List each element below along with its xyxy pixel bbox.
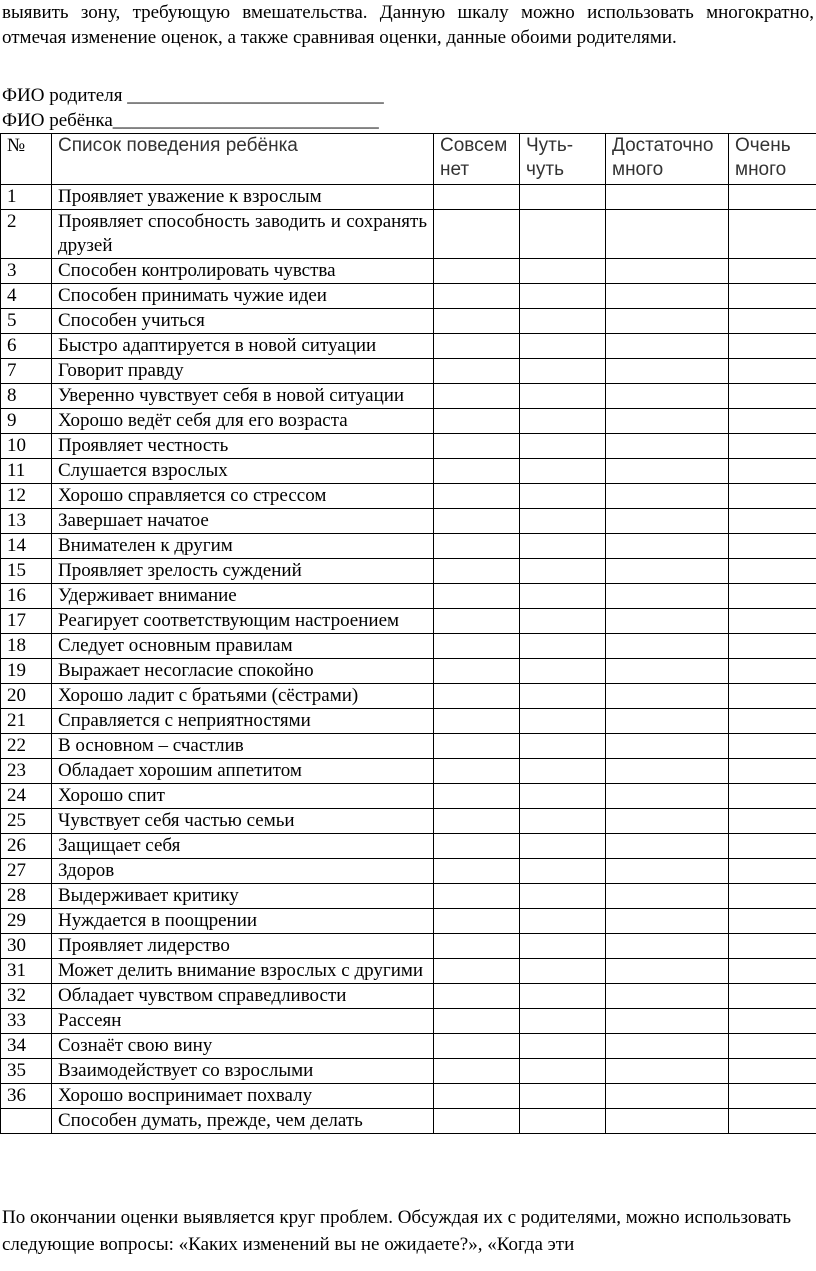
rating-very-much-cell[interactable] [729, 934, 816, 959]
rating-not-at-all-cell[interactable] [434, 709, 520, 734]
table-row [1, 384, 816, 409]
table-row [1, 359, 816, 384]
rating-quite-a-lot-cell[interactable] [606, 784, 729, 809]
table-row [1, 210, 816, 259]
rating-quite-a-lot-cell[interactable] [606, 709, 729, 734]
row-number: 27 [1, 859, 52, 884]
table-body [1, 185, 816, 1134]
row-number: 12 [1, 484, 52, 509]
parent-name-label: ФИО родителя [2, 85, 123, 106]
row-behavior-text: Говорит правду [52, 359, 434, 384]
table-row [1, 559, 816, 584]
table-row [1, 884, 816, 909]
rating-very-much-cell[interactable] [729, 909, 816, 934]
rating-very-much-cell[interactable] [729, 1009, 816, 1034]
row-number: 30 [1, 934, 52, 959]
table-row [1, 909, 816, 934]
row-behavior-text: Слушается взрослых [52, 459, 434, 484]
table-row [1, 185, 816, 210]
table-row [1, 984, 816, 1009]
rating-very-much-cell[interactable] [729, 959, 816, 984]
rating-quite-a-lot-cell[interactable] [606, 384, 729, 409]
behavior-survey-table [0, 133, 816, 1134]
row-behavior-text: Проявляет способность заводить и сохранять друзей [52, 210, 434, 259]
rating-very-much-cell[interactable] [729, 309, 816, 334]
rating-not-at-all-cell[interactable] [434, 210, 520, 259]
rating-a-little-cell[interactable] [520, 1109, 606, 1134]
row-number: 35 [1, 1059, 52, 1084]
rating-not-at-all-cell[interactable] [434, 1109, 520, 1134]
rating-very-much-cell[interactable] [729, 984, 816, 1009]
rating-a-little-cell[interactable] [520, 984, 606, 1009]
header-behavior-list: Список поведения ребёнка [52, 134, 434, 185]
rating-a-little-cell[interactable] [520, 359, 606, 384]
row-behavior-text: Завершает начатое [52, 509, 434, 534]
rating-very-much-cell[interactable] [729, 709, 816, 734]
rating-very-much-cell[interactable] [729, 1034, 816, 1059]
rating-not-at-all-cell[interactable] [434, 959, 520, 984]
rating-quite-a-lot-cell[interactable] [606, 684, 729, 709]
table-row [1, 1109, 816, 1134]
rating-quite-a-lot-cell[interactable] [606, 210, 729, 259]
row-number: 21 [1, 709, 52, 734]
rating-a-little-cell[interactable] [520, 834, 606, 859]
row-behavior-text: Проявляет уважение к взрослым [52, 185, 434, 210]
header-not-at-all: Совсем нет [434, 134, 520, 185]
row-behavior-text: Справляется с неприятностями [52, 709, 434, 734]
row-behavior-text: Выражает несогласие спокойно [52, 659, 434, 684]
row-number: 33 [1, 1009, 52, 1034]
row-behavior-text: Здоров [52, 859, 434, 884]
rating-very-much-cell[interactable] [729, 185, 816, 210]
rating-quite-a-lot-cell[interactable] [606, 334, 729, 359]
rating-very-much-cell[interactable] [729, 409, 816, 434]
rating-not-at-all-cell[interactable] [434, 909, 520, 934]
rating-quite-a-lot-cell[interactable] [606, 809, 729, 834]
table-row [1, 259, 816, 284]
row-behavior-text: Нуждается в поощрении [52, 909, 434, 934]
row-number: 28 [1, 884, 52, 909]
row-behavior-text: Способен учиться [52, 309, 434, 334]
rating-quite-a-lot-cell[interactable] [606, 459, 729, 484]
rating-not-at-all-cell[interactable] [434, 984, 520, 1009]
rating-a-little-cell[interactable] [520, 384, 606, 409]
rating-not-at-all-cell[interactable] [434, 534, 520, 559]
rating-a-little-cell[interactable] [520, 559, 606, 584]
rating-quite-a-lot-cell[interactable] [606, 859, 729, 884]
rating-a-little-cell[interactable] [520, 334, 606, 359]
rating-not-at-all-cell[interactable] [434, 1084, 520, 1109]
rating-quite-a-lot-cell[interactable] [606, 309, 729, 334]
rating-very-much-cell[interactable] [729, 284, 816, 309]
rating-very-much-cell[interactable] [729, 259, 816, 284]
rating-a-little-cell[interactable] [520, 534, 606, 559]
rating-very-much-cell[interactable] [729, 859, 816, 884]
table-row [1, 534, 816, 559]
row-behavior-text: Хорошо спит [52, 784, 434, 809]
row-number: 7 [1, 359, 52, 384]
child-name-label: ФИО ребёнка [2, 110, 113, 131]
rating-quite-a-lot-cell[interactable] [606, 484, 729, 509]
rating-quite-a-lot-cell[interactable] [606, 359, 729, 384]
row-number: 24 [1, 784, 52, 809]
row-behavior-text: Проявляет зрелость суждений [52, 559, 434, 584]
table-row [1, 584, 816, 609]
table-row [1, 1059, 816, 1084]
rating-not-at-all-cell[interactable] [434, 659, 520, 684]
rating-a-little-cell[interactable] [520, 734, 606, 759]
rating-a-little-cell[interactable] [520, 434, 606, 459]
rating-a-little-cell[interactable] [520, 1084, 606, 1109]
row-behavior-text: Может делить внимание взрослых с другими [52, 959, 434, 984]
row-number: 36 [1, 1084, 52, 1109]
row-number: 3 [1, 259, 52, 284]
rating-not-at-all-cell[interactable] [434, 859, 520, 884]
child-name-field[interactable] [2, 108, 814, 133]
rating-not-at-all-cell[interactable] [434, 459, 520, 484]
rating-a-little-cell[interactable] [520, 584, 606, 609]
rating-very-much-cell[interactable] [729, 459, 816, 484]
rating-quite-a-lot-cell[interactable] [606, 1059, 729, 1084]
row-number: 25 [1, 809, 52, 834]
rating-very-much-cell[interactable] [729, 559, 816, 584]
row-behavior-text: Уверенно чувствует себя в новой ситуации [52, 384, 434, 409]
table-row [1, 1009, 816, 1034]
rating-quite-a-lot-cell[interactable] [606, 409, 729, 434]
rating-a-little-cell[interactable] [520, 934, 606, 959]
table-row [1, 459, 816, 484]
row-number: 32 [1, 984, 52, 1009]
rating-not-at-all-cell[interactable] [434, 359, 520, 384]
rating-not-at-all-cell[interactable] [434, 309, 520, 334]
row-behavior-text: Защищает себя [52, 834, 434, 859]
row-number: 10 [1, 434, 52, 459]
rating-quite-a-lot-cell[interactable] [606, 634, 729, 659]
row-number: 13 [1, 509, 52, 534]
rating-quite-a-lot-cell[interactable] [606, 1009, 729, 1034]
table-row [1, 609, 816, 634]
rating-not-at-all-cell[interactable] [434, 584, 520, 609]
row-number: 22 [1, 734, 52, 759]
row-number: 8 [1, 384, 52, 409]
row-number: 19 [1, 659, 52, 684]
row-number: 34 [1, 1034, 52, 1059]
rating-very-much-cell[interactable] [729, 634, 816, 659]
rating-a-little-cell[interactable] [520, 259, 606, 284]
table-row [1, 809, 816, 834]
header-quite-a-lot: Достаточно много [606, 134, 729, 185]
rating-very-much-cell[interactable] [729, 834, 816, 859]
rating-quite-a-lot-cell[interactable] [606, 984, 729, 1009]
child-name-line[interactable]: ____________________________ [112, 110, 379, 131]
rating-not-at-all-cell[interactable] [434, 884, 520, 909]
row-behavior-text: Рассеян [52, 1009, 434, 1034]
rating-a-little-cell[interactable] [520, 809, 606, 834]
rating-very-much-cell[interactable] [729, 684, 816, 709]
rating-a-little-cell[interactable] [520, 309, 606, 334]
rating-not-at-all-cell[interactable] [434, 384, 520, 409]
rating-quite-a-lot-cell[interactable] [606, 509, 729, 534]
rating-very-much-cell[interactable] [729, 809, 816, 834]
rating-quite-a-lot-cell[interactable] [606, 909, 729, 934]
header-number: № [1, 134, 52, 185]
table-row [1, 284, 816, 309]
row-number: 18 [1, 634, 52, 659]
rating-very-much-cell[interactable] [729, 1084, 816, 1109]
row-behavior-text: Выдерживает критику [52, 884, 434, 909]
rating-a-little-cell[interactable] [520, 959, 606, 984]
rating-a-little-cell[interactable] [520, 859, 606, 884]
rating-very-much-cell[interactable] [729, 759, 816, 784]
rating-quite-a-lot-cell[interactable] [606, 759, 729, 784]
rating-a-little-cell[interactable] [520, 459, 606, 484]
rating-not-at-all-cell[interactable] [434, 334, 520, 359]
row-behavior-text: Обладает хорошим аппетитом [52, 759, 434, 784]
row-behavior-text: Способен принимать чужие идеи [52, 284, 434, 309]
rating-a-little-cell[interactable] [520, 684, 606, 709]
rating-not-at-all-cell[interactable] [434, 634, 520, 659]
row-number: 16 [1, 584, 52, 609]
rating-quite-a-lot-cell[interactable] [606, 1084, 729, 1109]
rating-a-little-cell[interactable] [520, 909, 606, 934]
row-number: 6 [1, 334, 52, 359]
rating-not-at-all-cell[interactable] [434, 784, 520, 809]
rating-not-at-all-cell[interactable] [434, 259, 520, 284]
rating-a-little-cell[interactable] [520, 185, 606, 210]
row-number: 26 [1, 834, 52, 859]
row-number: 4 [1, 284, 52, 309]
rating-very-much-cell[interactable] [729, 1109, 816, 1134]
row-number: 1 [1, 185, 52, 210]
rating-very-much-cell[interactable] [729, 484, 816, 509]
outro-text: По окончании оценки выявляется круг проблем. Обсуждая их с родителями, можно использовать следующие вопросы: «Каких изменений вы не ожидаете?», «Когда эти [2, 1207, 792, 1255]
rating-quite-a-lot-cell[interactable] [606, 559, 729, 584]
row-behavior-text: Способен контролировать чувства [52, 259, 434, 284]
rating-a-little-cell[interactable] [520, 709, 606, 734]
rating-very-much-cell[interactable] [729, 509, 816, 534]
row-number: 2 [1, 210, 52, 259]
rating-not-at-all-cell[interactable] [434, 834, 520, 859]
rating-a-little-cell[interactable] [520, 1009, 606, 1034]
rating-very-much-cell[interactable] [729, 584, 816, 609]
row-behavior-text: Хорошо ведёт себя для его возраста [52, 409, 434, 434]
rating-very-much-cell[interactable] [729, 884, 816, 909]
rating-not-at-all-cell[interactable] [434, 185, 520, 210]
rating-quite-a-lot-cell[interactable] [606, 959, 729, 984]
row-number: 23 [1, 759, 52, 784]
row-behavior-text: Проявляет честность [52, 434, 434, 459]
rating-quite-a-lot-cell[interactable] [606, 434, 729, 459]
row-number: 11 [1, 459, 52, 484]
rating-quite-a-lot-cell[interactable] [606, 534, 729, 559]
row-number: 20 [1, 684, 52, 709]
rating-not-at-all-cell[interactable] [434, 434, 520, 459]
rating-not-at-all-cell[interactable] [434, 559, 520, 584]
rating-not-at-all-cell[interactable] [434, 1034, 520, 1059]
rating-a-little-cell[interactable] [520, 1059, 606, 1084]
table-row [1, 634, 816, 659]
table-row [1, 759, 816, 784]
table-row [1, 934, 816, 959]
row-behavior-text: Быстро адаптируется в новой ситуации [52, 334, 434, 359]
rating-a-little-cell[interactable] [520, 210, 606, 259]
table-row [1, 709, 816, 734]
row-number: 29 [1, 909, 52, 934]
table-header-row [1, 134, 816, 185]
parent-name-line[interactable]: ___________________________ [122, 85, 384, 106]
table-row [1, 434, 816, 459]
table-row [1, 484, 816, 509]
table-row [1, 1084, 816, 1109]
header-a-little: Чуть-чуть [520, 134, 606, 185]
table-row [1, 959, 816, 984]
row-behavior-text: Хорошо воспринимает похвалу [52, 1084, 434, 1109]
row-behavior-text: Способен думать, прежде, чем делать [52, 1109, 434, 1134]
rating-a-little-cell[interactable] [520, 609, 606, 634]
rating-a-little-cell[interactable] [520, 284, 606, 309]
rating-very-much-cell[interactable] [729, 210, 816, 259]
intro-paragraph [2, 0, 814, 50]
row-behavior-text: Реагирует соответствующим настроением [52, 609, 434, 634]
rating-quite-a-lot-cell[interactable] [606, 834, 729, 859]
table-row [1, 834, 816, 859]
rating-not-at-all-cell[interactable] [434, 509, 520, 534]
rating-very-much-cell[interactable] [729, 1059, 816, 1084]
rating-quite-a-lot-cell[interactable] [606, 1034, 729, 1059]
rating-not-at-all-cell[interactable] [434, 759, 520, 784]
rating-very-much-cell[interactable] [729, 384, 816, 409]
rating-a-little-cell[interactable] [520, 409, 606, 434]
table-row [1, 684, 816, 709]
rating-very-much-cell[interactable] [729, 784, 816, 809]
row-behavior-text: Взаимодействует со взрослыми [52, 1059, 434, 1084]
row-behavior-text: Удерживает внимание [52, 584, 434, 609]
rating-quite-a-lot-cell[interactable] [606, 659, 729, 684]
rating-quite-a-lot-cell[interactable] [606, 185, 729, 210]
rating-quite-a-lot-cell[interactable] [606, 934, 729, 959]
rating-quite-a-lot-cell[interactable] [606, 1109, 729, 1134]
rating-a-little-cell[interactable] [520, 509, 606, 534]
rating-not-at-all-cell[interactable] [434, 409, 520, 434]
rating-quite-a-lot-cell[interactable] [606, 609, 729, 634]
rating-very-much-cell[interactable] [729, 359, 816, 384]
rating-very-much-cell[interactable] [729, 609, 816, 634]
row-behavior-text: В основном – счастлив [52, 734, 434, 759]
rating-not-at-all-cell[interactable] [434, 684, 520, 709]
table-row [1, 784, 816, 809]
row-number: 15 [1, 559, 52, 584]
parent-name-field[interactable] [2, 83, 814, 108]
rating-not-at-all-cell[interactable] [434, 484, 520, 509]
table-row [1, 309, 816, 334]
rating-a-little-cell[interactable] [520, 634, 606, 659]
rating-not-at-all-cell[interactable] [434, 284, 520, 309]
table-row [1, 334, 816, 359]
row-behavior-text: Сознаёт свою вину [52, 1034, 434, 1059]
table-row [1, 659, 816, 684]
row-behavior-text: Хорошо справляется со стрессом [52, 484, 434, 509]
table-row [1, 1034, 816, 1059]
rating-quite-a-lot-cell[interactable] [606, 884, 729, 909]
rating-very-much-cell[interactable] [729, 659, 816, 684]
rating-very-much-cell[interactable] [729, 334, 816, 359]
rating-quite-a-lot-cell[interactable] [606, 284, 729, 309]
rating-a-little-cell[interactable] [520, 759, 606, 784]
row-number: 14 [1, 534, 52, 559]
rating-very-much-cell[interactable] [729, 434, 816, 459]
row-number: 9 [1, 409, 52, 434]
row-behavior-text: Хорошо ладит с братьями (сёстрами) [52, 684, 434, 709]
rating-not-at-all-cell[interactable] [434, 609, 520, 634]
rating-very-much-cell[interactable] [729, 734, 816, 759]
outro-paragraph [2, 1204, 814, 1258]
rating-a-little-cell[interactable] [520, 1034, 606, 1059]
table-row [1, 734, 816, 759]
rating-not-at-all-cell[interactable] [434, 1009, 520, 1034]
rating-a-little-cell[interactable] [520, 659, 606, 684]
rating-very-much-cell[interactable] [729, 534, 816, 559]
rating-not-at-all-cell[interactable] [434, 1059, 520, 1084]
rating-quite-a-lot-cell[interactable] [606, 584, 729, 609]
rating-a-little-cell[interactable] [520, 484, 606, 509]
rating-not-at-all-cell[interactable] [434, 934, 520, 959]
header-very-much: Очень много [729, 134, 816, 185]
intro-text: выявить зону, требующую вмешательства. Данную шкалу можно использовать многократно, отмечая изменение оценок, а также сравнивая оценки, данные обоими родителями. [2, 2, 814, 48]
rating-not-at-all-cell[interactable] [434, 734, 520, 759]
row-behavior-text: Следует основным правилам [52, 634, 434, 659]
table-row [1, 859, 816, 884]
row-number: 5 [1, 309, 52, 334]
rating-not-at-all-cell[interactable] [434, 809, 520, 834]
rating-quite-a-lot-cell[interactable] [606, 734, 729, 759]
row-number: 17 [1, 609, 52, 634]
row-behavior-text: Проявляет лидерство [52, 934, 434, 959]
row-number: 31 [1, 959, 52, 984]
row-behavior-text: Чувствует себя частью семьи [52, 809, 434, 834]
row-behavior-text: Обладает чувством справедливости [52, 984, 434, 1009]
rating-a-little-cell[interactable] [520, 784, 606, 809]
table-row [1, 409, 816, 434]
rating-quite-a-lot-cell[interactable] [606, 259, 729, 284]
table-row [1, 509, 816, 534]
row-number [1, 1109, 52, 1134]
row-behavior-text: Внимателен к другим [52, 534, 434, 559]
rating-a-little-cell[interactable] [520, 884, 606, 909]
